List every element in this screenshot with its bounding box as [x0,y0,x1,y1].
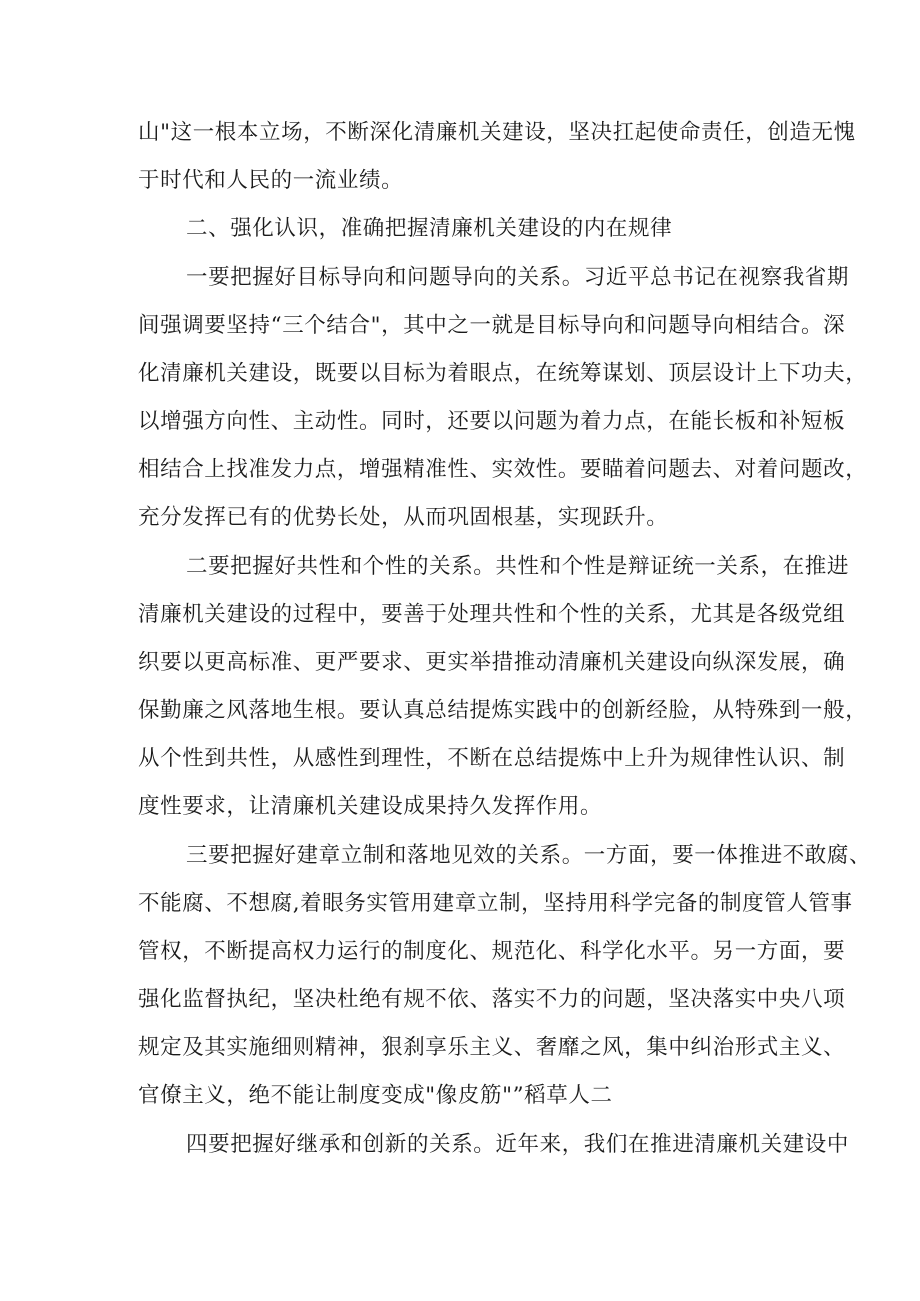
section-heading: 二、强化认识，准确把握清廉机关建设的内在规律 [186,216,673,241]
paragraph-line: 于时代和人民的一流业绩。 [138,168,404,193]
paragraph-line: 一要把握好目标导向和问题导向的关系。习近平总书记在视察我省期 [186,265,850,290]
paragraph-line: 规定及其实施细则精神，狠刹享乐主义、奢靡之风，集中纠治形式主义、 [138,1035,846,1060]
paragraph-line: 三要把握好建章立制和落地见效的关系。一方面，要一体推进不敢腐、 [186,843,872,868]
paragraph-line: 官僚主义，绝不能让制度变成"像皮筋"”稻草人二 [138,1083,613,1108]
paragraph-line: 度性要求，让清廉机关建设成果持久发挥作用。 [138,794,603,819]
paragraph-line: 织要以更高标准、更严要求、更实举措推动清廉机关建设向纵深发展，确 [138,650,846,675]
paragraph-line: 从个性到共性，从感性到理性，不断在总结提炼中上升为规律性认识、制 [138,746,846,771]
paragraph-line: 间强调要坚持“三个结合"，其中之一就是目标导向和问题导向相结合。深 [138,313,846,338]
paragraph-line: 二要把握好共性和个性的关系。共性和个性是辩证统一关系，在推进 [186,554,850,579]
paragraph-line: 管权，不断提高权力运行的制度化、规范化、科学化水平。另一方面，要 [138,939,846,964]
paragraph-line: 山"这一根本立场，不断深化清廉机关建设，坚决扛起使命责任，创造无愧 [138,120,856,145]
paragraph-line: 不能腐、不想腐,着眼务实管用建章立制，坚持用科学完备的制度管人管事 [138,891,853,916]
paragraph-line: 相结合上找准发力点，增强精准性、实效性。要瞄着问题去、对着问题改， [138,457,868,482]
paragraph-line: 强化监督执纪，坚决杜绝有规不依、落实不力的问题，坚决落实中央八项 [138,987,846,1012]
paragraph-line: 保勤廉之风落地生根。要认真总结提炼实践中的创新经脸，从特殊到一般， [138,698,868,723]
paragraph-line: 以增强方向性、主动性。同时，还要以问题为着力点，在能长板和补短板 [138,409,846,434]
paragraph-line: 清廉机关建设的过程中，要善于处理共性和个性的关系，尤其是各级党组 [138,602,846,627]
paragraph-line: 四要把握好继承和创新的关系。近年来，我们在推进清廉机关建设中 [186,1132,850,1157]
paragraph-line: 化清廉机关建设，既要以目标为着眼点，在统筹谋划、顶层设计上下功夫， [138,361,868,386]
paragraph-line: 充分发挥已有的优势长处，从而巩固根基，实现跃升。 [138,505,669,530]
